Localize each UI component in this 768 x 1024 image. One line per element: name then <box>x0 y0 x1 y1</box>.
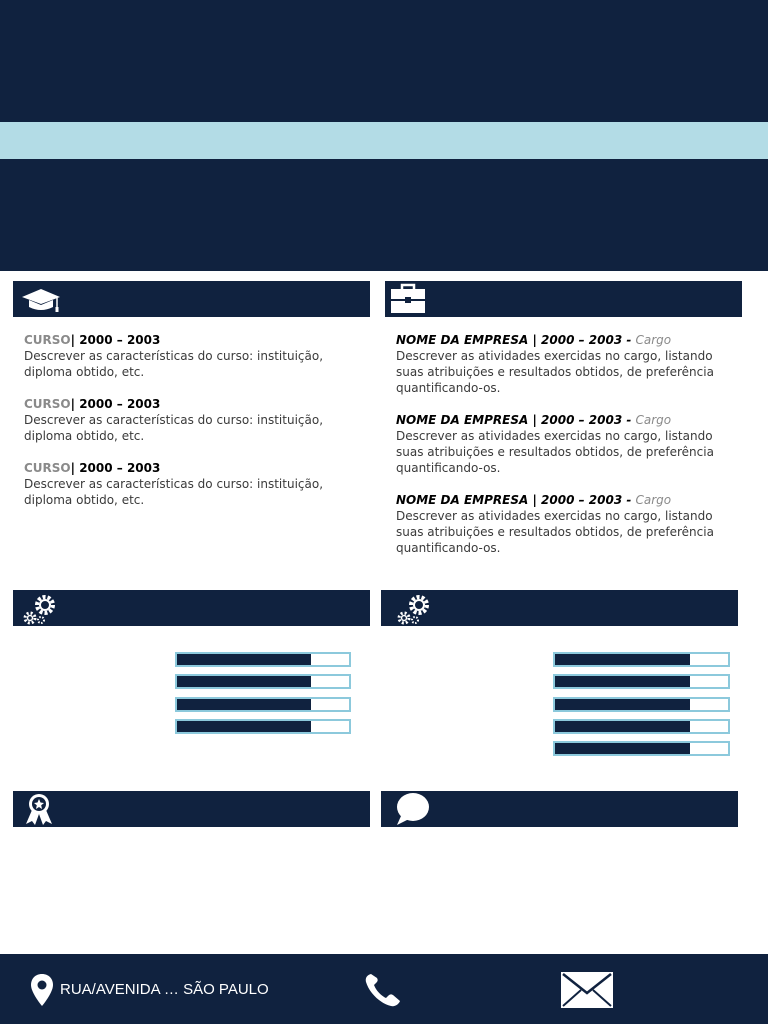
company-header: NOME DA EMPRESA | 2000 – 2003 - <box>396 333 636 347</box>
experience-entry <box>396 412 736 476</box>
experience-list <box>396 332 736 572</box>
job-description: Descrever as atividades exercidas no cargo, listando suas atribuições e resultados obtidos, de preferência quantificando-os. <box>396 509 714 555</box>
envelope-icon <box>560 971 614 1009</box>
course-years: 2000 – 2003 <box>79 397 161 411</box>
gears-icon <box>397 592 433 626</box>
skill-level-fill <box>555 654 690 665</box>
course-description: Descrever as características do curso: instituição, diploma obtido, etc. <box>24 413 324 443</box>
graduation-cap-icon <box>21 287 61 313</box>
education-entry <box>24 396 364 444</box>
course-years: 2000 – 2003 <box>79 333 161 347</box>
company-header: NOME DA EMPRESA | 2000 – 2003 - <box>396 413 636 427</box>
job-role: Cargo <box>635 413 672 427</box>
skill-level-bar <box>553 652 730 667</box>
contact-address: RUA/AVENIDA … SÃO PAULO <box>60 981 269 998</box>
skill-level-fill <box>177 654 311 665</box>
skill-level-fill <box>177 721 311 732</box>
gears-icon <box>23 592 59 626</box>
skill-level-fill <box>177 676 311 687</box>
course-name: CURSO <box>24 333 71 347</box>
experience-entry <box>396 492 736 556</box>
skill-level-bar <box>553 697 730 712</box>
course-separator: | <box>70 397 80 411</box>
job-role: Cargo <box>635 493 672 507</box>
course-separator: | <box>70 333 80 347</box>
skill-level-bar <box>175 674 351 689</box>
experience-section-bar <box>385 281 742 317</box>
header-top-band <box>0 0 768 122</box>
skill-level-fill <box>555 721 690 732</box>
skill-level-bar <box>553 719 730 734</box>
skills-section-bar-left <box>13 590 370 626</box>
awards-section-bar <box>13 791 370 827</box>
course-years: 2000 – 2003 <box>79 461 161 475</box>
company-header: NOME DA EMPRESA | 2000 – 2003 - <box>396 493 636 507</box>
education-section-bar <box>13 281 370 317</box>
header-bottom-band <box>0 159 768 271</box>
education-entry <box>24 332 364 380</box>
education-entry <box>24 460 364 508</box>
skill-level-fill <box>177 699 311 710</box>
phone-icon <box>363 972 403 1008</box>
location-pin-icon <box>30 973 54 1007</box>
briefcase-icon <box>390 283 426 315</box>
course-name: CURSO <box>24 461 71 475</box>
skills-section-bar-right <box>381 590 738 626</box>
speech-bubble-icon <box>395 792 431 826</box>
job-role: Cargo <box>635 333 672 347</box>
skill-level-bar <box>553 741 730 756</box>
course-separator: | <box>70 461 80 475</box>
skill-level-bar <box>175 719 351 734</box>
job-description: Descrever as atividades exercidas no cargo, listando suas atribuições e resultados obtidos, de preferência quantificando-os. <box>396 349 714 395</box>
award-ribbon-icon <box>23 792 55 826</box>
skill-level-bar <box>553 674 730 689</box>
education-list <box>24 332 364 524</box>
course-description: Descrever as características do curso: instituição, diploma obtido, etc. <box>24 477 324 507</box>
course-description: Descrever as características do curso: instituição, diploma obtido, etc. <box>24 349 324 379</box>
header-accent-stripe <box>0 122 768 159</box>
course-name: CURSO <box>24 397 71 411</box>
skill-level-bar <box>175 652 351 667</box>
experience-entry <box>396 332 736 396</box>
job-description: Descrever as atividades exercidas no cargo, listando suas atribuições e resultados obtidos, de preferência quantificando-os. <box>396 429 714 475</box>
skill-level-fill <box>555 743 690 754</box>
languages-section-bar <box>381 791 738 827</box>
skill-level-bar <box>175 697 351 712</box>
skill-level-fill <box>555 699 690 710</box>
skill-level-fill <box>555 676 690 687</box>
